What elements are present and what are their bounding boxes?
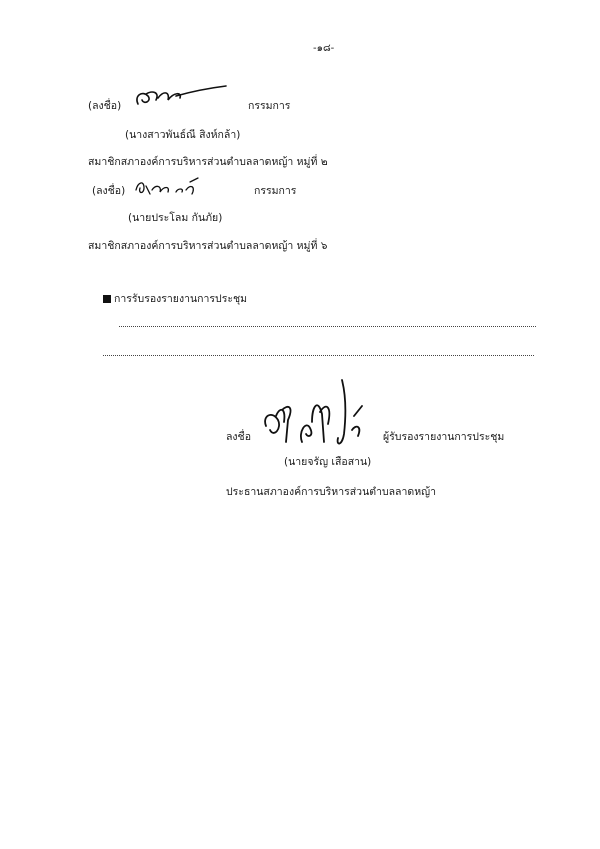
position-certifier: ประธานสภาองค์การบริหารส่วนตำบลลาดหญ้า bbox=[226, 486, 436, 498]
signature-2 bbox=[132, 174, 212, 202]
dotted-line-2 bbox=[103, 355, 534, 356]
certification-heading-text: การรับรองรายงานการประชุม bbox=[114, 293, 248, 305]
signature-certifier bbox=[258, 376, 374, 452]
signature-1 bbox=[130, 80, 230, 112]
sign-prefix-certifier: ลงชื่อ bbox=[226, 431, 251, 443]
name-certifier: (นายจรัญ เสือสาน) bbox=[284, 456, 372, 468]
certification-heading bbox=[103, 294, 247, 305]
dotted-line-1 bbox=[119, 326, 536, 327]
role-certifier: ผู้รับรองรายงานการประชุม bbox=[383, 431, 505, 443]
page-number: -๑๘- bbox=[313, 43, 335, 54]
name-2: (นายประโลม กันภัย) bbox=[128, 212, 223, 224]
role-2: กรรมการ bbox=[254, 185, 297, 197]
role-1: กรรมการ bbox=[248, 100, 291, 112]
position-2: สมาชิกสภาองค์การบริหารส่วนตำบลลาดหญ้า หมู่ที่ ๖ bbox=[88, 240, 328, 252]
square-bullet-icon bbox=[103, 295, 111, 303]
sign-prefix-1: (ลงชื่อ) bbox=[88, 100, 122, 112]
position-1: สมาชิกสภาองค์การบริหารส่วนตำบลลาดหญ้า หมู่ที่ ๒ bbox=[88, 156, 328, 168]
name-1: (นางสาวพันธ์ณี สิงห์กล้า) bbox=[125, 129, 241, 141]
sign-prefix-2: (ลงชื่อ) bbox=[92, 185, 126, 197]
